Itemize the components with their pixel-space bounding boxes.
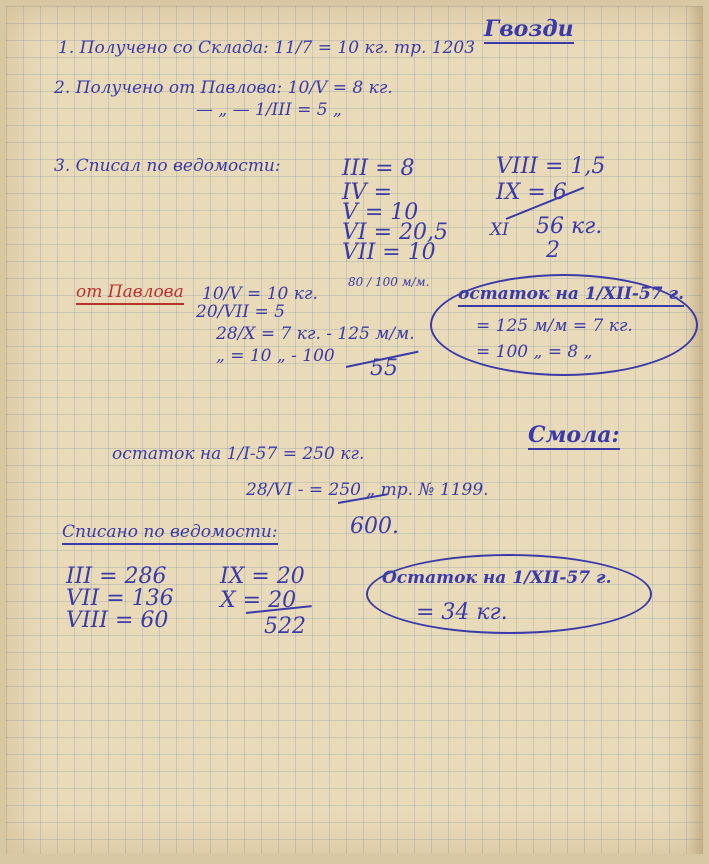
pavlov-row-3: 28/X = 7 кг. - 125 м/м. bbox=[216, 324, 415, 344]
pavlov-row-4: „ = 10 „ - 100 bbox=[216, 346, 335, 366]
nails-line-1: 1. Получено со Склада: 11/7 = 10 кг. тр. 1203 bbox=[58, 38, 476, 58]
pavlov-total: 55 bbox=[370, 356, 398, 381]
nails-writeoff-total-2: 2 bbox=[546, 238, 560, 263]
resin-col1-1: III = 286 bbox=[66, 564, 167, 589]
nails-writeoff-label: 3. Списал по ведомости: bbox=[54, 156, 281, 176]
nails-writeoff-total: 56 кг. bbox=[536, 214, 603, 239]
pavlov-row-1: 10/V = 10 кг. bbox=[202, 284, 318, 304]
pavlov-row-2: 20/VII = 5 bbox=[196, 302, 285, 322]
resin-col1-2: VII = 136 bbox=[66, 586, 174, 611]
nails-line-2b: — „ — 1/III = 5 „ bbox=[196, 100, 342, 120]
nails-writeoff-1: III = 8 bbox=[342, 156, 415, 181]
pavlov-label: от Павлова bbox=[76, 284, 184, 305]
resin-line-1: остаток на 1/I-57 = 250 кг. bbox=[112, 444, 365, 464]
resin-balance-title: Остаток на 1/XII-57 г. bbox=[382, 568, 612, 588]
nails-writeoff-5: VII = 10 bbox=[342, 240, 436, 265]
resin-line-2: 28/VI - = 250 „ тр. № 1199. bbox=[246, 480, 489, 500]
nails-writeoff2-1: VIII = 1,5 bbox=[496, 154, 606, 179]
resin-writeoff-label: Списано по ведомости: bbox=[62, 524, 278, 545]
nails-writeoff-2: IV = bbox=[342, 180, 393, 205]
nails-writeoff-4: VI = 20,5 bbox=[342, 220, 448, 245]
resin-col1-3: VIII = 60 bbox=[66, 608, 169, 633]
notebook-page bbox=[6, 6, 703, 854]
nails-balance-row-2: = 100 „ = 8 „ bbox=[476, 342, 593, 362]
nails-line-2: 2. Получено от Павлова: 10/V = 8 кг. bbox=[54, 78, 393, 98]
resin-col2-2: X = 20 bbox=[220, 588, 297, 613]
page-edge-shadow bbox=[687, 6, 703, 854]
resin-title: Смола: bbox=[528, 422, 620, 448]
nails-writeoff-3: V = 10 bbox=[342, 200, 419, 225]
resin-balance-value: = 34 кг. bbox=[416, 600, 508, 625]
nails-balance-title: остаток на 1/XII-57 г. bbox=[458, 286, 684, 307]
resin-balance-oval bbox=[366, 554, 652, 634]
nails-balance-row-1: = 125 м/м = 7 кг. bbox=[476, 316, 633, 336]
resin-sum: 600. bbox=[350, 514, 399, 539]
nails-writeoff2-2: IX = 6 bbox=[496, 180, 567, 205]
resin-col2-1: IX = 20 bbox=[220, 564, 305, 589]
resin-total: 522 bbox=[264, 614, 306, 639]
nails-writeoff2-3: XI bbox=[490, 220, 509, 240]
pavlov-note: 80 / 100 м/м. bbox=[348, 275, 430, 289]
nails-title: Гвозди bbox=[484, 16, 574, 42]
